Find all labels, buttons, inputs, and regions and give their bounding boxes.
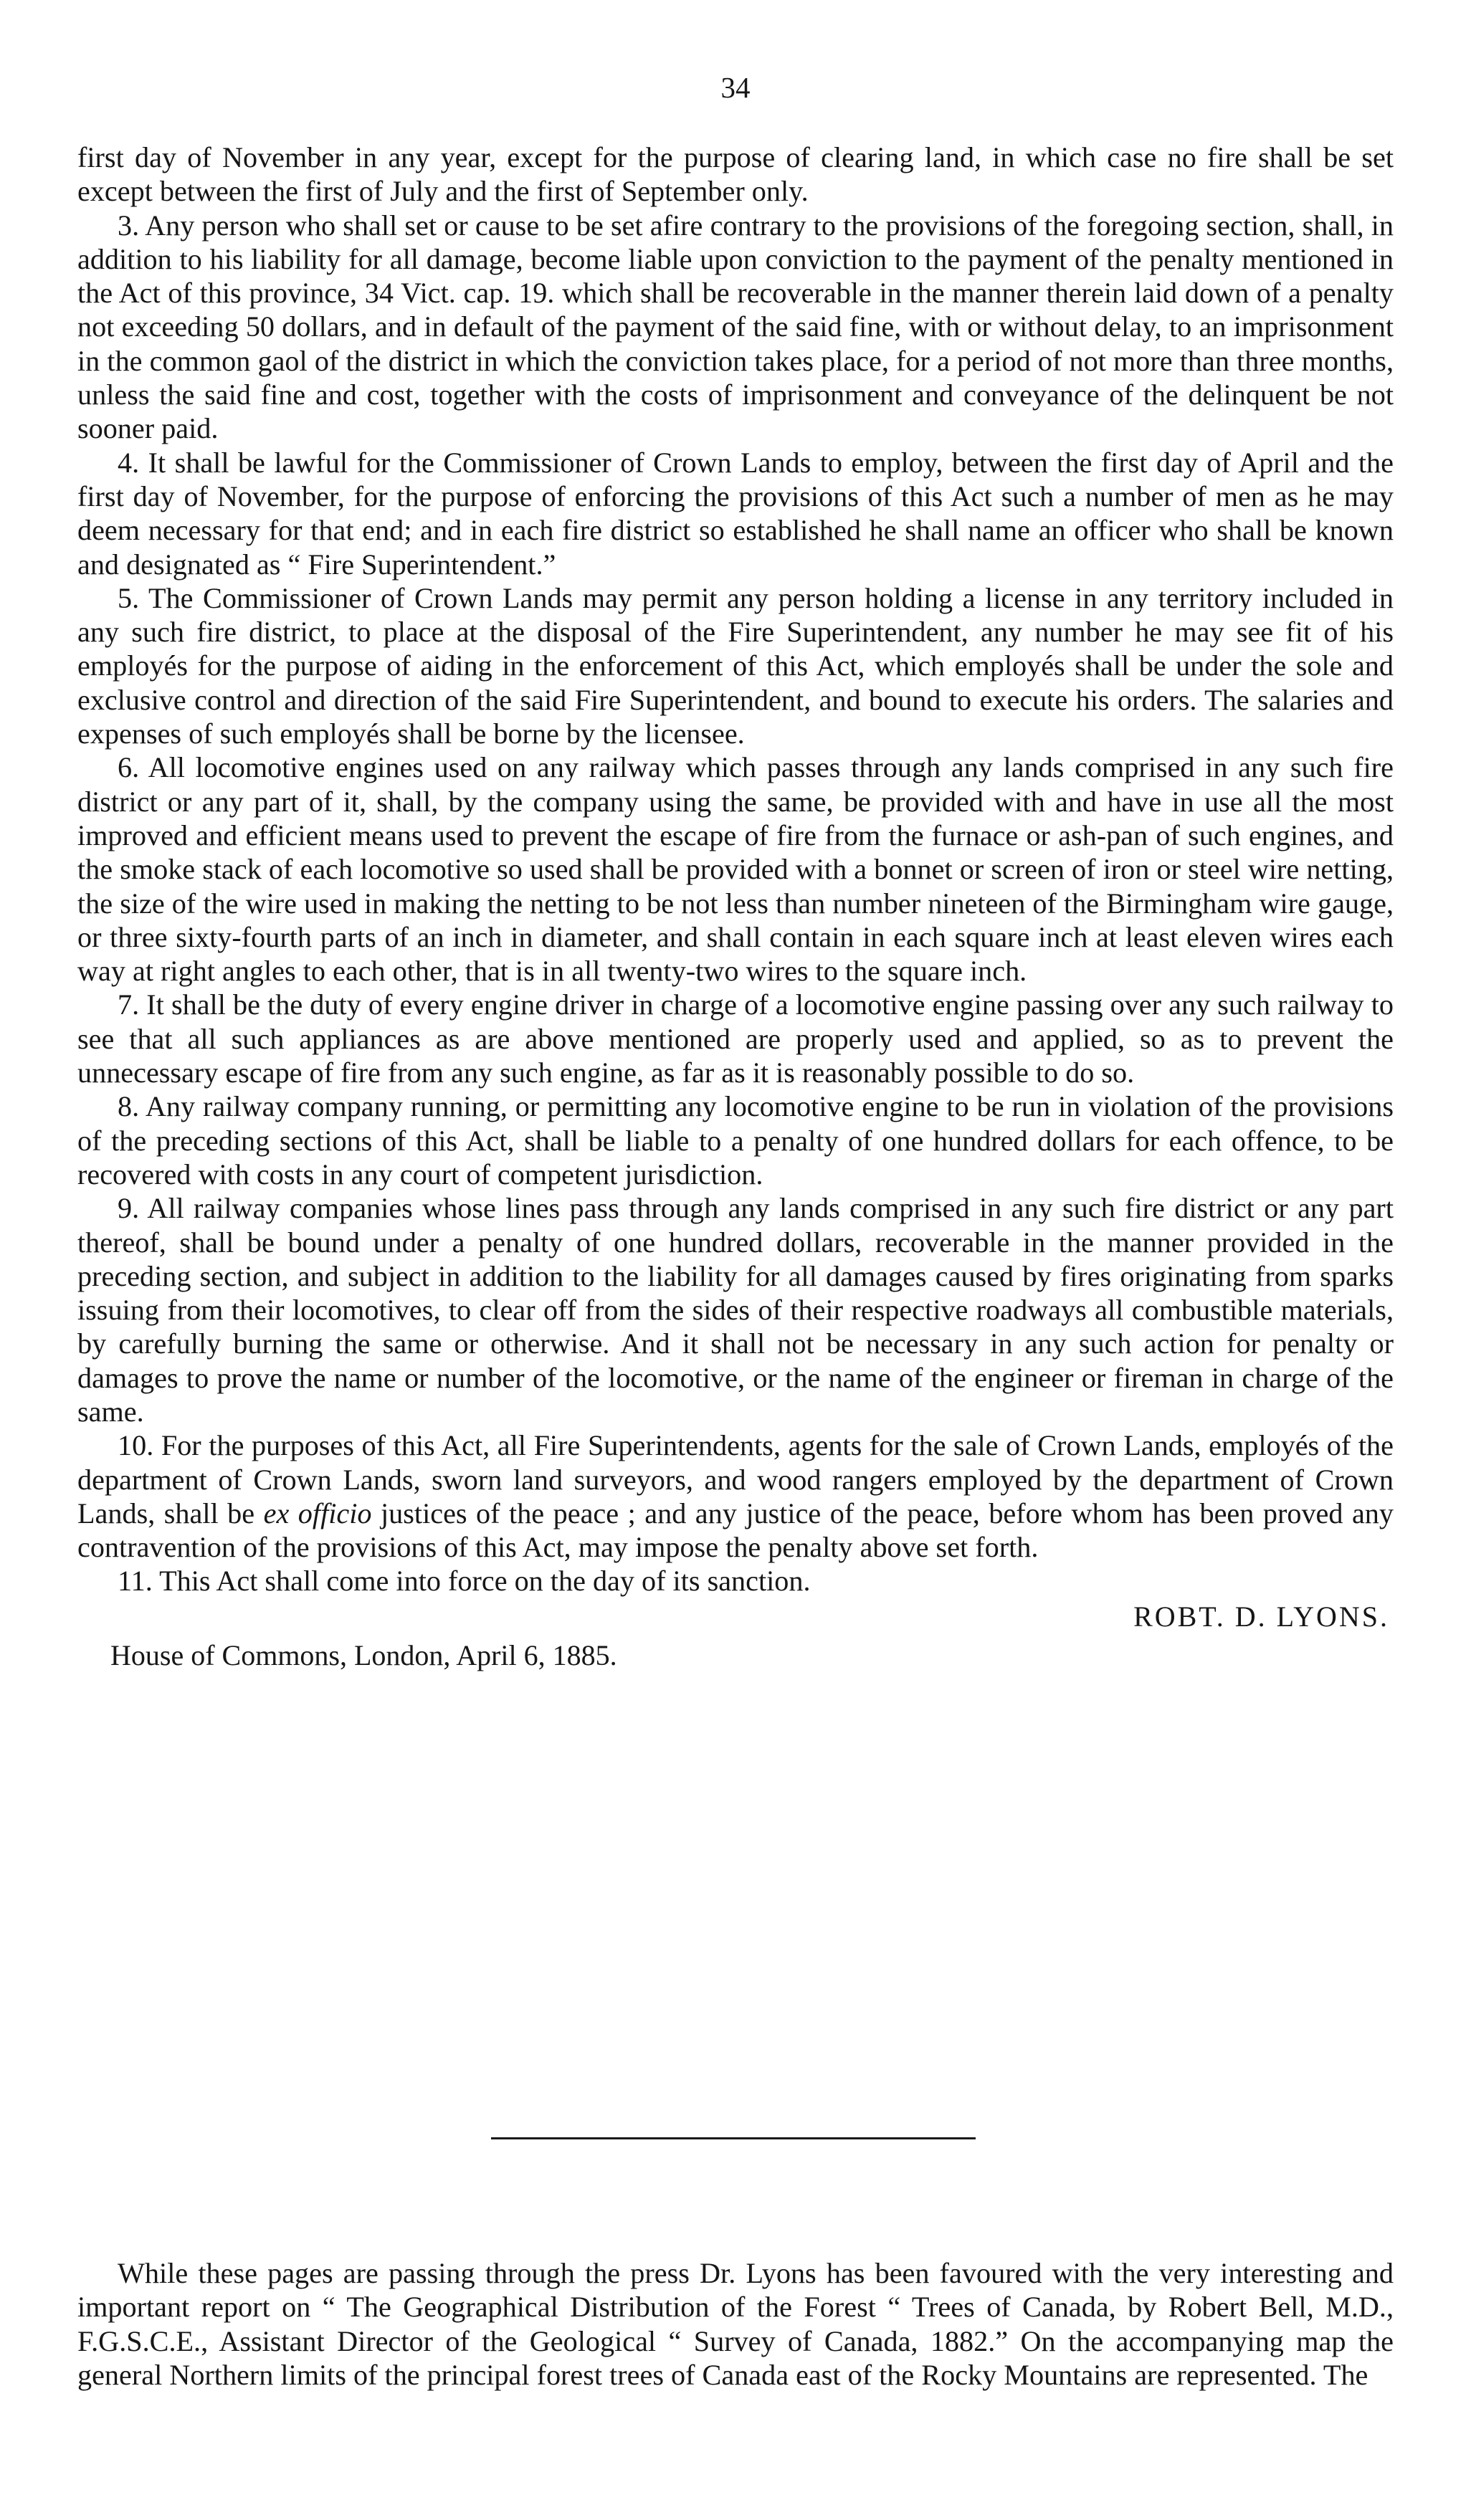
section-10	[77, 1428, 1394, 1564]
postscript	[77, 2256, 1394, 2392]
section-5: 5. The Commissioner of Crown Lands may permit any person holding a license in any territory included in any such fire district, to place at the disposal of the Fire Superintendent, any number he may see fit of his employés for the purpose of aiding in the enforcement of this Act, which employés shall be under the sole and exclusive control and direction of the said Fire Superintendent, and bound to execute his orders. The salaries and expenses of such employés shall be borne by the licensee.	[77, 581, 1394, 750]
section-11: 11. This Act shall come into force on the day of its sanction.	[118, 1565, 811, 1598]
horizontal-rule	[491, 2137, 976, 2139]
ex-officio-italic: ex officio	[263, 1497, 372, 1529]
signature: ROBT. D. LYONS.	[1133, 1600, 1389, 1633]
section-10-text-start: 10. For the purposes of this Act, all Fire Superintendents, agents for the sale of Crown Lands, employés of the department of Crown Lands, sworn land surveyors, and wood rangers employed by the department of Crown Lands, shall be	[77, 1429, 1394, 1529]
date-line: House of Commons, London, April 6, 1885.	[110, 1638, 617, 1671]
paragraph-continuation: first day of November in any year, except for the purpose of clearing land, in which case no fire shall be set except between the first of July and the first of September only.	[77, 141, 1394, 208]
postscript-paragraph: While these pages are passing through the press Dr. Lyons has been favoured with the very interesting and important report on “ The Geographical Distribution of the Forest “ Trees of Canada, by Robert Bell, M.D., F.G.S.C.E., Assistant Director of the Geological “ Survey of Canada, 1882.” On the accompanying map the general Northern limits of the principal forest trees of Canada east of the Rocky Mountains are represented. The	[77, 2257, 1394, 2391]
section-10-text-end: justices of the peace ; and any justice of the peace, before whom has been proved any contravention of the provisions of this Act, may impose the penalty above set forth.	[77, 1497, 1394, 1564]
section-7: 7. It shall be the duty of every engine driver in charge of a locomotive engine passing over any such railway to see that all such appliances as are above mentioned are properly used and applied, so as to prevent the unnecessary escape of fire from any such engine, as far as it is reasonably possible to do so.	[77, 988, 1394, 1089]
section-4: 4. It shall be lawful for the Commissioner of Crown Lands to employ, between the first day of April and the first day of November, for the purpose of enforcing the provisions of this Act such a number of men as he may deem necessary for that end; and in each fire district so established he shall name an officer who shall be known and designated as “ Fire Superintendent.”	[77, 446, 1394, 581]
page-number: 34	[720, 71, 751, 104]
act-text	[77, 140, 1394, 1674]
section-3: 3. Any person who shall set or cause to be set afire contrary to the provisions of the foregoing section, shall, in addition to his liability for all damage, become liable upon conviction to the payment of the penalty mentioned in the Act of this province, 34 Vict. cap. 19. which shall be recoverable in the manner therein laid down of a penalty not exceeding 50 dollars, and in default of the payment of the said fine, with or without delay, to an imprisonment in the common gaol of the district in which the conviction takes place, for a period of not more than three months, unless the said fine and cost, together with the costs of imprisonment and conveyance of the delinquent be not sooner paid.	[77, 209, 1394, 445]
section-6: 6. All locomotive engines used on any railway which passes through any lands comprised in any such fire district or any part of it, shall, by the company using the same, be provided with and have in use all the most improved and efficient means used to prevent the escape of fire from the furnace or ash-pan of such engines, and the smoke stack of each locomotive so used shall be provided with a bonnet or screen of iron or steel wire netting, the size of the wire used in making the netting to be not less than number nineteen of the Birmingham wire gauge, or three sixty-fourth parts of an inch in diameter, and shall contain in each square inch at least eleven wires each way at right angles to each other, that is in all twenty-two wires to the square inch.	[77, 751, 1394, 988]
section-9: 9. All railway companies whose lines pass through any lands comprised in any such fire district or any part thereof, shall be bound under a penalty of one hundred dollars, recoverable in the manner provided in the preceding section, and subject in addition to the liability for all damages caused by fires originating from sparks issuing from their locomotives, to clear off from the sides of their respective roadways all combustible materials, by carefully burning the same or otherwise. And it shall not be necessary in any such action for penalty or damages to prove the name or number of the locomotive, or the name of the engineer or fireman in charge of the same.	[77, 1192, 1394, 1428]
section-8: 8. Any railway company running, or permitting any locomotive engine to be run in violation of the provisions of the preceding sections of this Act, shall be liable to a penalty of one hundred dollars for each offence, to be recovered with costs in any court of competent jurisdiction.	[77, 1090, 1394, 1190]
